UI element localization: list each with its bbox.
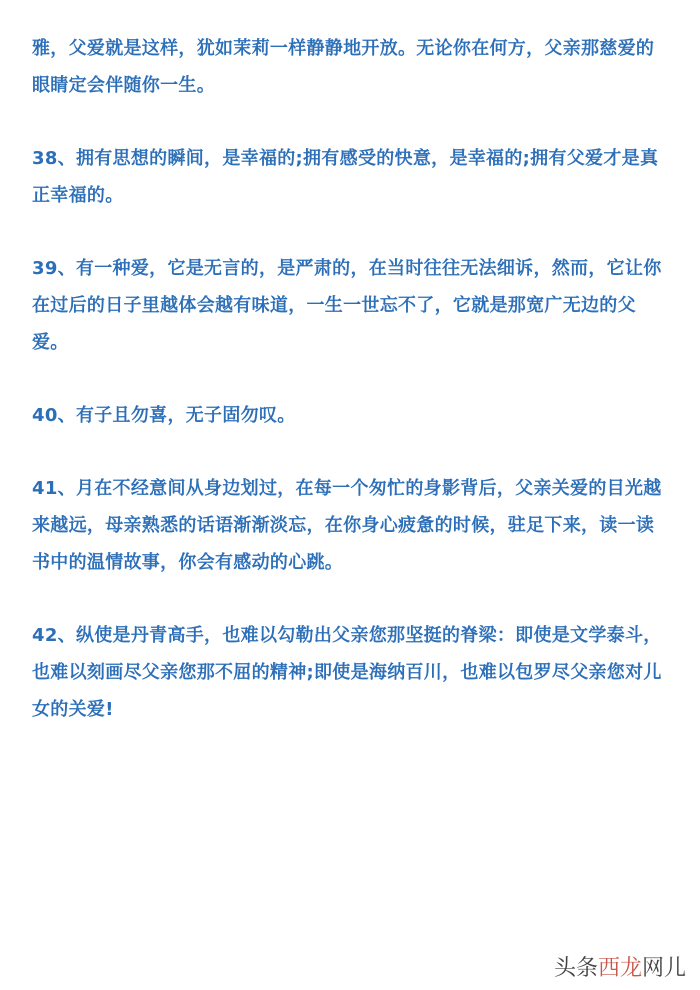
paragraph-41: 41、月在不经意间从身边划过，在每一个匆忙的身影背后，父亲关爱的目光越来越远，母亲熟悉的话语渐渐淡忘，在你身心疲惫的时候，驻足下来，读一读书中的温情故事，你会有感动的心跳。 — [32, 478, 662, 573]
watermark-prefix: 头条 — [553, 956, 598, 981]
article-body — [32, 30, 672, 764]
paragraph-38: 38、拥有思想的瞬间，是幸福的;拥有感受的快意，是幸福的;拥有父爱才是真正幸福的。 — [32, 148, 659, 206]
paragraph-39: 39、有一种爱，它是无言的，是严肃的，在当时往往无法细诉，然而，它让你在过后的日子里越体会越有味道，一生一世忘不了，它就是那宽广无边的父爱。 — [32, 258, 662, 353]
watermark-suffix: 网儿 — [641, 956, 686, 981]
paragraph-42: 42、纵使是丹青高手，也难以勾勒出父亲您那坚挺的脊梁：即使是文学泰斗，也难以刻画尽父亲您那不屈的精神;即使是海纳百川，也难以包罗尽父亲您对儿女的关爱! — [32, 625, 662, 720]
paragraph-intro: 雅，父爱就是这样，犹如茉莉一样静静地开放。无论你在何方，父亲那慈爱的眼睛定会伴随你一生。 — [32, 38, 655, 96]
watermark-accent: 西龙 — [597, 956, 642, 981]
watermark-logo — [554, 951, 686, 982]
paragraph-40: 40、有子且勿喜，无子固勿叹。 — [32, 405, 296, 426]
